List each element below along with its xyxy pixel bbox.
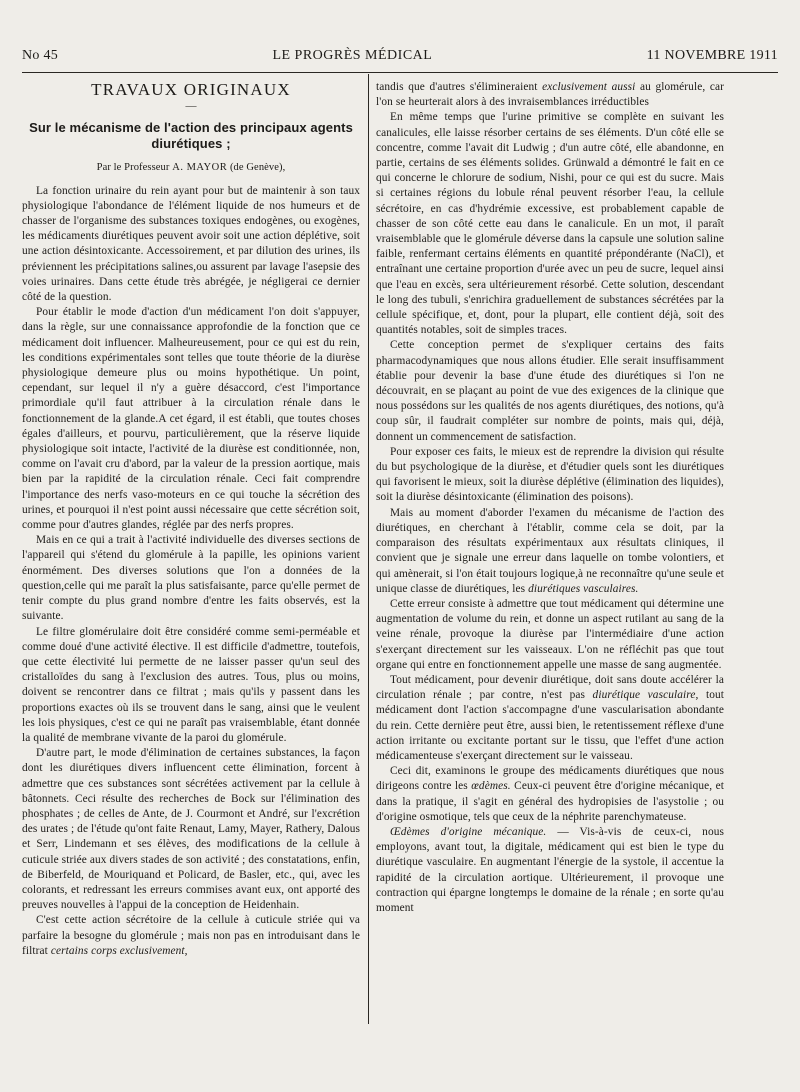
paragraph: Cette erreur consiste à admettre que tout médicament qui détermine une augmentation de volume du rein, et donne un aspect rutilant au sang de la veine rénale, provoque la diurèse par l'intermédiaire d'une action s'exerçant directement sur les vaisseaux. L'on ne réfléchit pas que tout organe qui entre en fonctionnement appelle une masse de sang augmentée. xyxy=(376,597,724,671)
author-prefix: Par le Professeur xyxy=(96,162,170,174)
paragraph-text: tout médicament dont l'action s'accompagne d'une vascularisation abondante du rein. Cette dernière peut être, aussi bien, le retentissement réflexe d'une action irritante ou excitante portant sur le tissu, que l'effet d'une action médicamenteuse s'exerçant directement sur le vaisseau. xyxy=(376,689,724,762)
paragraph xyxy=(376,764,724,825)
title-dash: — xyxy=(185,100,197,113)
issue-date: 11 NOVEMBRE 1911 xyxy=(646,48,778,63)
paragraph-text: tandis que d'autres s'élimineraient xyxy=(376,81,538,93)
emphasis: Œdèmes d'origine mécanique. xyxy=(390,825,547,838)
paragraph xyxy=(22,913,360,959)
paragraph xyxy=(376,80,724,110)
paragraph: En même temps que l'urine primitive se complète en suivant les canalicules, elle laisse résorber certains de ses éléments. D'un côté elle se concentre, comme l'avait dit Ludwig ; d'un autre côté, elle abandonne, en partie, certains de ses éléments solides. Grünwald a démontré le fait en ce qui concerne le chlorure de sodium, Nishi, pour ce qui est du sucre. Mais si certaines régions du lobule rénal peuvent résorber l'eau, la cellule sécrétoire, en cas d'hydrémie excessive, est probablement capable de chasser de son côté cette eau dans le canalicule. En un mot, il paraît vraisemblable que le glomérule déverse dans la capsule une solution saline faible, renfermant certains éléments en quantité prépondérante (NaCl), et entraînant une certaine proportion d'urée avec un peu de sucre, lequel ainsi que l'eau en excès, sera ultérieurement résorbé. Cette solution, descendant le long des tubuli, s'enrichira graduellement de substances sécrétées par la cellule spécifique, et, dont, pour la plupart, elle contient déjà, soit des quantités notables, soit de simples traces. xyxy=(376,111,724,337)
paragraph-text: Ceci dit, examinons le groupe des médicaments diurétiques que nous dirigeons contre les xyxy=(376,765,724,793)
paragraph-text: au glomérule, car l'on se heurterait alors à des invraisemblances irréductibles xyxy=(376,81,724,109)
emphasis: certains corps exclusivement, xyxy=(50,944,188,957)
left-column xyxy=(22,76,360,959)
author-suffix: (de Genève), xyxy=(229,162,286,174)
paragraph: La fonction urinaire du rein ayant pour but de maintenir à son taux physiologique l'abondance de l'élément liquide de nos humeurs et de chasser de l'organisme des substances toxiques endogènes, ou exogènes, les médicaments diurétiques peuvent avoir soit une action déplétive, soit une action désintoxicante. Accessoirement, et par dilution des urines, ils préviennent les précipitations salines,ou assurent par lavage l'asepsie des voies urinaires. Dans cette étude très abrégée, je négligerai ce dernier côté de la question. xyxy=(22,184,360,304)
paragraph: Le filtre glomérulaire doit être considéré comme semi-perméable et comme doué d'une activité élective. Il est difficile d'admettre, toutefois, que cette électivité lui permette de ne laisser passer qu'un seul des cristalloïdes du sang à l'exclusion des autres. Tous, plus ou moins, doivent se rencontrer dans ce filtrat ; mais qu'ils y passent dans les proportions exactes où ils se trouvent dans le sang, ainsi que le veulent les lois physiques, c'est ce qui ne paraît pas vraisemblable, étant donnée la qualité de membrane vivante de la paroi du glomérule. xyxy=(22,625,360,744)
author-name: A. MAYOR xyxy=(172,162,228,174)
header-rule xyxy=(22,72,778,73)
paragraph: Mais en ce qui a trait à l'activité individuelle des diverses sections de l'appareil qui s'étend du glomérule à la papille, les opinions varient énormément. Des diverses solutions que l'on a données de la question,celle qui me paraît la plus satisfaisante, parce qu'elle permet de tenir compte du plus grand nombre d'entre les faits observés, est la suivante. xyxy=(22,534,360,623)
emphasis: diurétiques vasculaires. xyxy=(528,582,639,595)
paragraph: Cette conception permet de s'expliquer certains des faits pharmacodynamiques que nous allons étudier. Elle serait insuffisamment établie pour devenir la base d'une étude des diurétiques si l'on ne découvrait, en se plaçant au point de vue des exigences de la clinique que nous possédons sur les qualités de nos agents diurétiques, des notions, qu'à coup sûr, il faudrait compléter sur nombre de points, mais qui, déjà, donnent un commencement de satisfaction. xyxy=(376,339,724,443)
paragraph-text: C'est cette action sécrétoire de la cellule à cuticule striée qui va parfaire la besogne du glomérule ; mais non pas en introduisant dans le filtrat xyxy=(22,914,360,957)
journal-title: LE PROGRÈS MÉDICAL xyxy=(272,48,433,63)
paragraph: Pour exposer ces faits, le mieux est de reprendre la division qui résulte du but psychologique de la diurèse, et d'étudier quels sont les diurétiques qui favorisent le mieux, soit la diurèse déplétive (élimination des liquides), soit la diurèse désintoxicante (élimination des poisons). xyxy=(376,445,724,504)
paragraph xyxy=(376,506,724,597)
author-line xyxy=(22,160,360,175)
paragraph xyxy=(376,825,724,916)
section-title: TRAVAUX ORIGINAUX xyxy=(91,80,291,99)
paragraph-text: — Vis-à-vis de ceux-ci, nous employons, avant tout, la digitale, médicament qui est bien le type du diurétique vasculaire. En augmentant l'énergie de la systole, il accentue la rapidité de la circulation aortique. Ultérieurement, il provoque une contraction qui épargne longtemps le domaine de la rénale ; en sorte qu'au moment xyxy=(376,825,725,914)
paragraph: D'autre part, le mode d'élimination de certaines substances, la façon dont les diurétiques divers influencent cette élimination, forcent à admettre que ces substances sont sécrétées activement par la cellule à bâtonnets. Ceci résulte des recherches de Bock sur l'élimination des phosphates ; de celles de Ante, de J. Courmont et André, sur l'excrétion des urates ; de l'étude qu'ont faite Renaut, Lamy, Mayer, Rathery, Dalous et Serr, Lindemann et ses élèves, des modifications de la cellule à cuticule striée aux divers stades de son activité ; des constatations, enfin, de Biberfeld, de Mouriquand et Policard, de Basler, etc., qui, avec les colorants, et redressant les erreurs commises avant eux, ont apporté des preuves nouvelles à l'appui de la conception de Heidenhain. xyxy=(22,747,361,912)
paragraph-text: Tout médicament, pour devenir diurétique, doit sans doute accélérer la circulation rénale ; par contre, n'est pas xyxy=(376,673,724,702)
article-title: Sur le mécanisme de l'action des principaux agents diurétiques ; xyxy=(29,120,353,152)
paragraph: Pour établir le mode d'action d'un médicament l'on doit s'appuyer, dans la règle, sur une connaissance approfondie de la fonction que ce médicament doit influencer. Malheureusement, pour ce qui est du rein, les conditions expérimentales sont telles que toute théorie de la diurèse physiologique demeure plus ou moins hypothétique. Un point, cependant, sur lequel il n'y a guère désaccord, c'est l'importance primordiale qu'il faut attribuer à la circulation rénale dans le fonctionnement de la glande.A cet égard, il est établi, que toutes choses égales d'ailleurs, et pourvu, particulièrement, que la réserve liquide physiologique soit intacte, l'activité de la diurèse est conditionnée, non, comme on l'avait cru d'abord, par la valeur de la pression aortique, mais bien par la rapidité de la circulation rénale. Ceci fait comprendre l'importance des nerfs vaso-moteurs en ce qui touche la sécrétion des urines, et pourquoi il n'est point aussi nécessaire que cette sécrétion soit, comme pour d'autres glandes, réglée par des nerfs propres. xyxy=(22,306,360,532)
paragraph xyxy=(376,673,724,764)
right-column xyxy=(376,80,724,916)
emphasis: exclusivement aussi xyxy=(542,81,636,93)
column-divider xyxy=(368,74,369,1024)
issue-number: No 45 xyxy=(22,48,59,63)
running-header xyxy=(22,44,778,68)
emphasis: diurétique vasculaire, xyxy=(592,689,699,702)
paragraph-text: Mais au moment d'aborder l'examen du mécanisme de l'action des diurétiques, en cherchant à l'établir, comme cela se doit, par la comparaison des résultats expérimentaux aux résultats cliniques, il convient que je signale une erreur dans laquelle on tombe volontiers, et qui amènerait, si l'on était toujours logique,à ne reconnaître qu'une seule et unique classe de diurétiques, les xyxy=(376,506,724,595)
emphasis: œdèmes. xyxy=(471,780,511,793)
paragraph-text: Ceux-ci peuvent être d'origine mécanique, et dans la pratique, il s'agit en général des hydropisies de l'asystolie ; ou d'origine osmotique, tels que ceux de la néphrite parenchymateuse. xyxy=(376,780,725,823)
